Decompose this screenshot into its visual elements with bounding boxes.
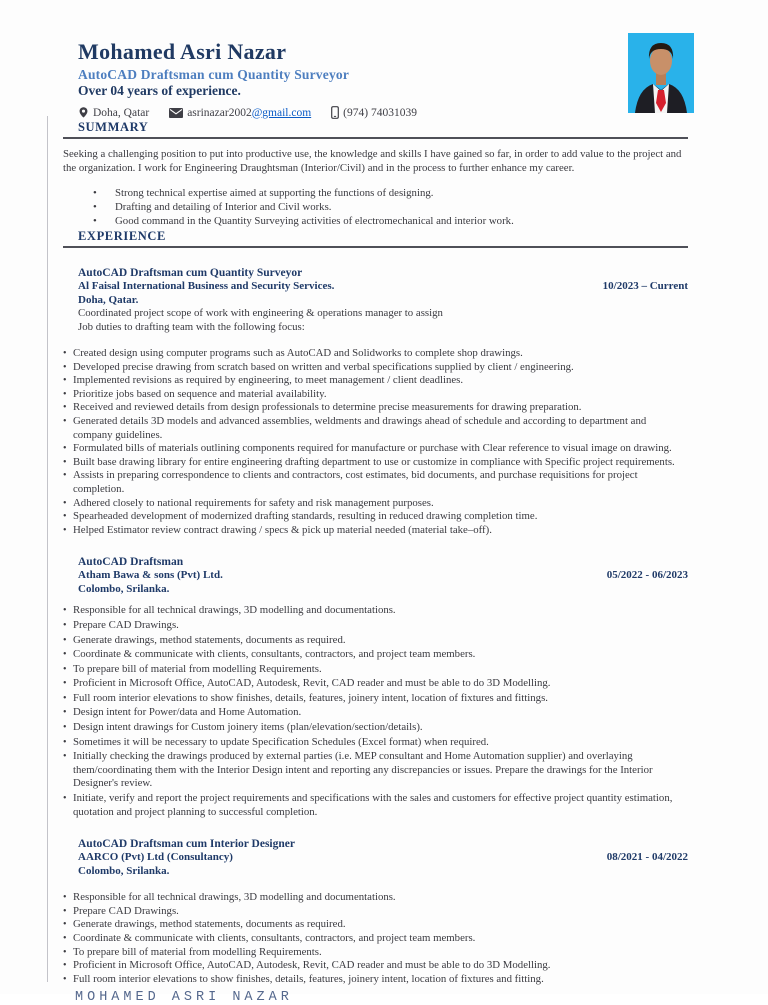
bullet-item: • Initiate, verify and report the project requirements and specifications with the sales and customers for effective project quantity estimation, quotation and project planning to successful completion. bbox=[63, 792, 688, 819]
bullet-item: • Design intent for Power/data and Home Automation. bbox=[63, 706, 688, 720]
experience-section bbox=[63, 229, 688, 1005]
summary-section bbox=[63, 120, 688, 228]
envelope-icon bbox=[169, 108, 183, 118]
bullet-item: • Adhered closely to national requirements for safety and risk management purposes. bbox=[63, 497, 688, 511]
left-margin-rule bbox=[47, 116, 48, 982]
location-item bbox=[78, 106, 149, 119]
experience-heading: EXPERIENCE bbox=[78, 229, 166, 243]
job-location: Doha, Qatar. bbox=[78, 293, 139, 306]
bullet-item: • To prepare bill of material from modelling Requirements. bbox=[63, 946, 688, 960]
bullet-item: • To prepare bill of material from modelling Requirements. bbox=[63, 663, 688, 677]
portrait-photo bbox=[628, 33, 694, 113]
bullet-item: • Developed precise drawing from scratch based on written and verbal specifications supplied by client / engineering. bbox=[63, 361, 688, 375]
job-dates: 10/2023 – Current bbox=[602, 280, 688, 292]
bullet-item: • Full room interior elevations to show finishes, details, features, joinery intent, location of fixtures and fitting. bbox=[63, 973, 688, 987]
bullet-item: • Coordinate & communicate with clients, consultants, contractors, and project team members. bbox=[63, 648, 688, 662]
bullet-item: • Built base drawing library for entire engineering drafting department to use or customize in compliance with Specific project requirements. bbox=[63, 456, 688, 470]
contact-row bbox=[78, 106, 618, 119]
experience-summary-line: Over 04 years of experience. bbox=[78, 83, 241, 98]
resume-header bbox=[78, 40, 618, 119]
phone-number: (974) 74031039 bbox=[343, 106, 417, 119]
job-company: Al Faisal International Business and Security Services. bbox=[78, 280, 335, 292]
bullet-item: • Implemented revisions as required by engineering, to meet management / client deadlines. bbox=[63, 374, 688, 388]
job-company-row bbox=[78, 851, 688, 865]
job-intro-line: Job duties to drafting team with the following focus: bbox=[78, 320, 305, 333]
candidate-name: Mohamed Asri Nazar bbox=[78, 39, 287, 64]
footer-name: MOHAMED ASRI NAZAR bbox=[75, 990, 293, 1005]
mobile-phone-icon bbox=[331, 106, 339, 119]
bullet-item: • Received and reviewed details from design professionals to determine precise measurements for drawing preparation. bbox=[63, 401, 688, 415]
job-company-row bbox=[78, 280, 688, 294]
email-domain-part: @gmail.com bbox=[251, 106, 312, 119]
summary-rule bbox=[63, 137, 688, 139]
job-bullet-list bbox=[63, 347, 688, 537]
email-user-part: asrinazar2002 bbox=[187, 106, 252, 119]
job-title: AutoCAD Draftsman cum Quantity Surveyor bbox=[78, 267, 303, 279]
bullet-item: • Proficient in Microsoft Office, AutoCAD, Autodesk, Revit, CAD reader and must be able to do 3D Modelling. bbox=[63, 677, 688, 691]
job-dates: 05/2022 - 06/2023 bbox=[606, 569, 688, 582]
bullet-item: • Created design using computer programs such as AutoCAD and Solidworks to complete shop drawings. bbox=[63, 347, 688, 361]
bullet-item: • Generated details 3D models and advanced assemblies, weldments and drawings ahead of schedule and according to department and company guidelines. bbox=[63, 415, 688, 442]
bullet-item: • Strong technical expertise aimed at supporting the functions of designing. bbox=[93, 186, 688, 200]
bullet-item: • Responsible for all technical drawings, 3D modelling and documentations. bbox=[63, 891, 688, 905]
job-company: Atham Bawa & sons (Pvt) Ltd. bbox=[78, 569, 223, 582]
email-item bbox=[169, 107, 311, 119]
bullet-item: • Full room interior elevations to show finishes, details, features, joinery intent, location of fixtures and fittings. bbox=[63, 692, 688, 706]
bullet-item: • Formulated bills of materials outlining components required for manufacture or purchase with Clear reference to visual image on drawing. bbox=[63, 442, 688, 456]
bullet-item: • Design intent drawings for Custom joinery items (plan/elevation/section/details). bbox=[63, 721, 688, 735]
bullet-item: • Proficient in Microsoft Office, AutoCAD, Autodesk, Revit, CAD reader and must be able to do 3D Modelling. bbox=[63, 959, 688, 973]
bullet-item: • Responsible for all technical drawings, 3D modelling and documentations. bbox=[63, 604, 688, 618]
job-entry-2 bbox=[63, 555, 688, 819]
job-entry-3 bbox=[63, 837, 688, 986]
phone-item bbox=[331, 106, 417, 119]
job-bullet-list bbox=[63, 891, 688, 986]
job-location: Colombo, Srilanka. bbox=[78, 864, 170, 877]
job-intro-line: Coordinated project scope of work with engineering & operations manager to assign bbox=[78, 307, 443, 319]
bullet-item: • Prepare CAD Drawings. bbox=[63, 905, 688, 919]
bullet-item: • Good command in the Quantity Surveying activities of electromechanical and interior work. bbox=[93, 214, 688, 228]
location-pin-icon bbox=[78, 106, 89, 119]
job-entry-1 bbox=[63, 266, 688, 537]
experience-rule bbox=[63, 246, 688, 248]
job-company-row bbox=[78, 569, 688, 583]
candidate-title: AutoCAD Draftsman cum Quantity Surveyor bbox=[78, 67, 350, 82]
summary-heading: SUMMARY bbox=[78, 120, 149, 134]
bullet-item: • Sometimes it will be necessary to update Specification Schedules (Excel format) when required. bbox=[63, 736, 688, 750]
job-bullet-list bbox=[63, 604, 688, 819]
bullet-item: • Helped Estimator review contract drawing / specs & pick up material needed (material take–off). bbox=[63, 524, 688, 538]
bullet-item: • Initially checking the drawings produced by external parties (i.e. MEP consultant and Home Automation supplier) and overlaying them/coordinating them with the Interior Design intent and reporting any discrepancies or issues. Prepare the drawings for the Interior Designer's review. bbox=[63, 750, 688, 791]
job-dates: 08/2021 - 04/2022 bbox=[606, 851, 688, 864]
job-company: AARCO (Pvt) Ltd (Consultancy) bbox=[78, 851, 233, 864]
job-location: Colombo, Srilanka. bbox=[78, 582, 170, 595]
job-title: AutoCAD Draftsman cum Interior Designer bbox=[78, 838, 295, 851]
bullet-item: • Assists in preparing correspondence to clients and contractors, cost estimates, bid documents, and purchase requisitions for project completion. bbox=[63, 469, 688, 496]
bullet-item: • Generate drawings, method statements, documents as required. bbox=[63, 918, 688, 932]
bullet-item: • Drafting and detailing of Interior and Civil works. bbox=[93, 200, 688, 214]
summary-bullet-list bbox=[63, 186, 688, 228]
bullet-item: • Prioritize jobs based on sequence and material availability. bbox=[63, 388, 688, 402]
location-text: Doha, Qatar bbox=[93, 106, 150, 119]
bullet-item: • Prepare CAD Drawings. bbox=[63, 619, 688, 633]
summary-paragraph: Seeking a challenging position to put into productive use, the knowledge and skills I have gained so far, in order to add value to the project and the organization. I work for Engineering Draughtsman (Interior/Civil) and in the process to further enhance my career. bbox=[63, 148, 682, 174]
bullet-item: • Generate drawings, method statements, documents as required. bbox=[63, 634, 688, 648]
email-link[interactable] bbox=[187, 107, 311, 119]
bullet-item: • Coordinate & communicate with clients, consultants, contractors, and project team members. bbox=[63, 932, 688, 946]
job-title: AutoCAD Draftsman bbox=[78, 556, 184, 569]
bullet-item: • Spearheaded development of modernized drafting standards, resulting in reduced drawing completion time. bbox=[63, 510, 688, 524]
